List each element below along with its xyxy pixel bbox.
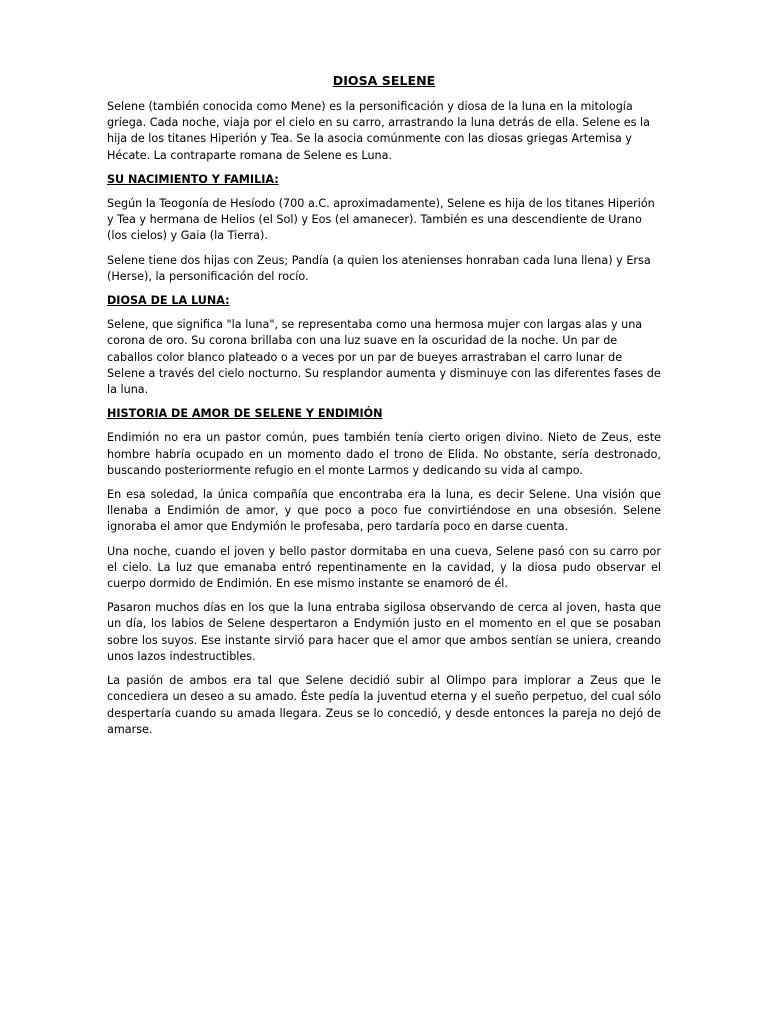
paragraph-endimion-origen: Endimión no era un pastor común, pues también tenía cierto origen divino. Nieto de Zeus, este hombre habría ocupado en un momento dado el trono de Elida. No obstante, sería destronado, buscando posteriormente refugio en el monte Larmos y dedicando su vida al campo. bbox=[107, 431, 661, 477]
document-title: DIOSA SELENE bbox=[332, 73, 436, 88]
intro-paragraph: Selene (también conocida como Mene) es la personificación y diosa de la luna en la mitología griega. Cada noche, viaja por el cielo en su carro, arrastrando la luna detrás de ella. Selene es la hija de los titanes Hiperión y Tea. Se la asocia comúnmente con las diosas griegas Artemisa y Hécate. La contraparte romana de Selene es Luna. bbox=[107, 100, 650, 162]
paragraph-beso: Pasaron muchos días en los que la luna entraba sigilosa observando de cerca al joven, hasta que un día, los labios de Selene despertaron a Endymión justo en el momento en el que se posaban sobre los suyos. Ese instante sirvió para hacer que el amor que ambos sentían se uniera, creando unos lazos indestructibles. bbox=[107, 601, 661, 663]
paragraph-cueva: Una noche, cuando el joven y bello pastor dormitaba en una cueva, Selene pasó con su carro por el cielo. La luz que emanaba entró repentinamente en la cavidad, y la diosa pudo observar el cuerpo dormido de Endimión. En ese mismo instante se enamoró de él. bbox=[107, 544, 661, 591]
paragraph-representacion: Selene, que significa "la luna", se representaba como una hermosa mujer con largas alas y una corona de oro. Su corona brillaba con una luz suave en la oscuridad de la noche. Un par de caballos color blanco plateado o a veces por un par de bueyes arrastraban el carro lunar de Selene a través del cielo nocturno. Su resplandor aumenta y disminuye con las diferentes fases de la luna. bbox=[107, 318, 661, 397]
paragraph-olimpo: La pasión de ambos era tal que Selene decidió subir al Olimpo para implorar a Zeus que le concediera un deseo a su amado. Éste pedía la juventud eterna y el sueño perpetuo, del cual sólo despertaría cuando su amada llegara. Zeus se lo concedió, y desde entonces la pareja no dejó de amarse. bbox=[107, 674, 661, 736]
section-heading-historia-amor: HISTORIA DE AMOR DE SELENE Y ENDIMIÓN bbox=[107, 407, 383, 421]
paragraph-teogonia: Según la Teogonía de Hesíodo (700 a.C. aproximadamente), Selene es hija de los titanes Hiperión y Tea y hermana de Helios (el Sol) y Eos (el amanecer). También es una descendiente de Urano (los cielos) y Gaia (la Tierra). bbox=[107, 197, 655, 243]
document-body bbox=[107, 72, 661, 746]
paragraph-hijas: Selene tiene dos hijas con Zeus; Pandía (a quien los atenienses honraban cada luna llena) y Ersa (Herse), la personificación del rocío. bbox=[107, 253, 651, 283]
section-heading-nacimiento: SU NACIMIENTO Y FAMILIA: bbox=[107, 172, 279, 186]
section-heading-diosa-luna: DIOSA DE LA LUNA: bbox=[107, 294, 230, 308]
paragraph-soledad: En esa soledad, la única compañía que encontraba era la luna, es decir Selene. Una visión que llenaba a Endimión de amor, y que poco a poco fue convirtiéndose en una obsesión. Selene ignoraba el amor que Endymión le profesaba, pero tardaría poco en darse cuenta. bbox=[107, 488, 661, 534]
